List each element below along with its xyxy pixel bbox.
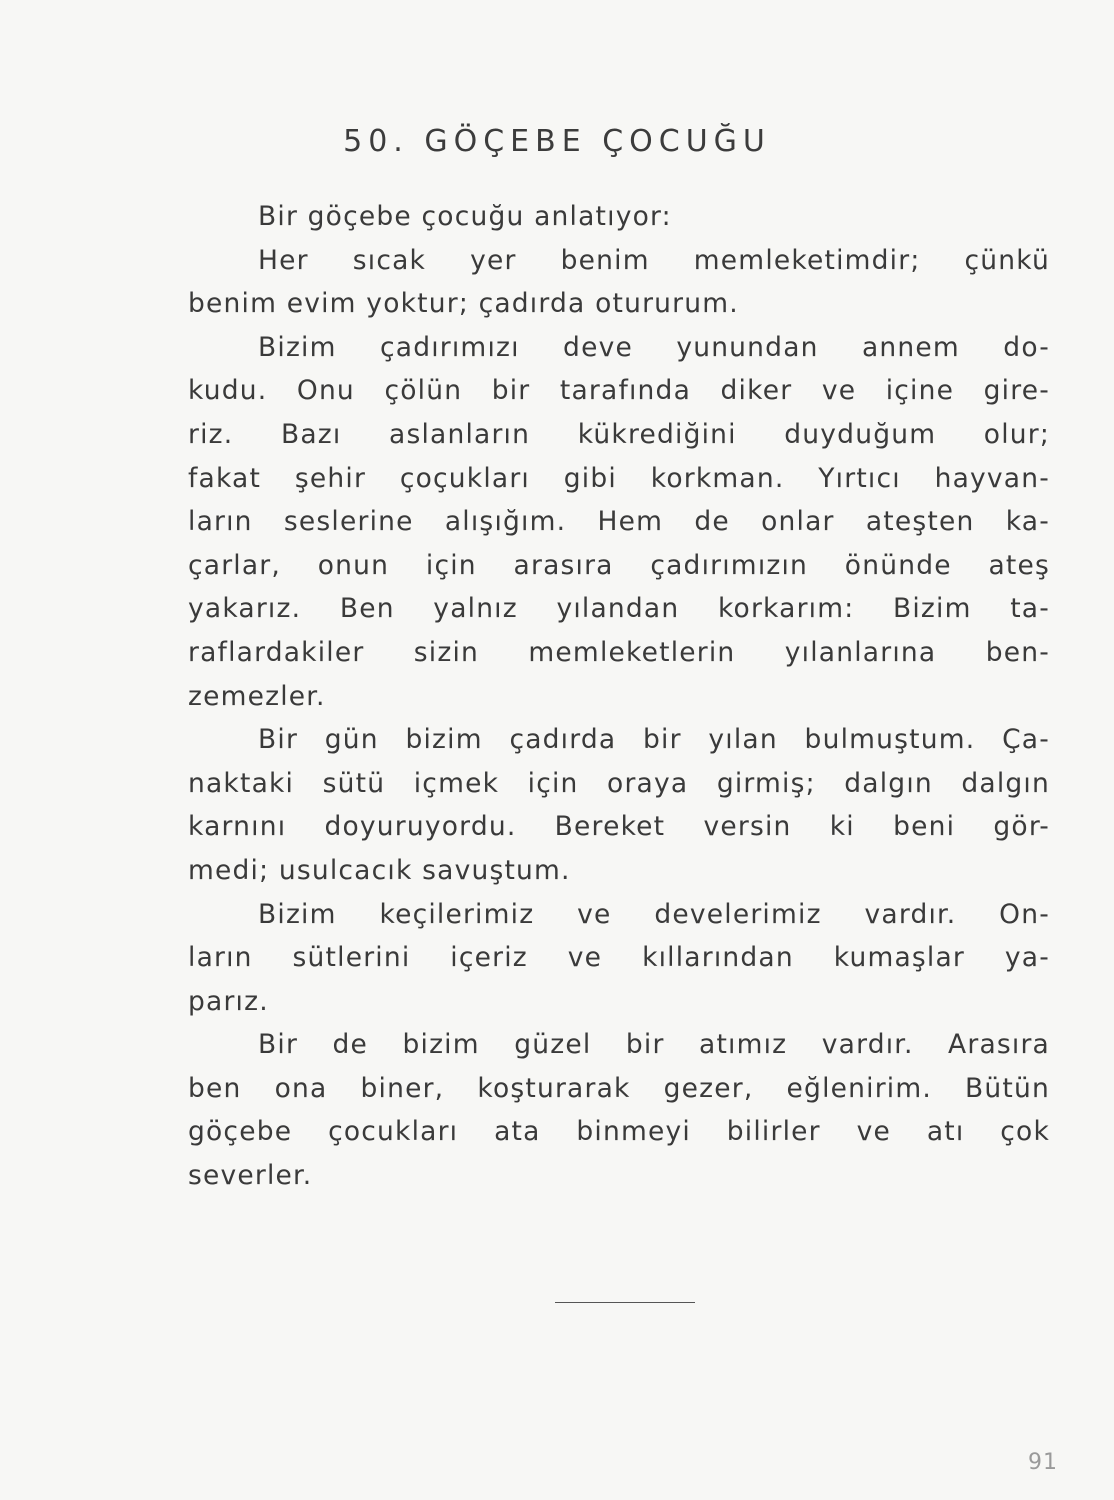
page-number: 91 <box>1028 1450 1058 1475</box>
text-line: medi; usulcacık savuştum. <box>188 854 571 886</box>
text-line: göçebe çocukları ata binmeyi bilirler ve atı çok <box>188 1116 1050 1148</box>
text-line: benim evim yoktur; çadırda otururum. <box>188 288 739 320</box>
text-line: ben ona biner, koşturarak gezer, eğlenirim. Bütün <box>188 1072 1050 1104</box>
text-line: çarlar, onun için arasıra çadırımızın önünde ateş <box>188 549 1050 581</box>
text-line: raflardakiler sizin memleketlerin yılanlarına ben- <box>188 636 1050 668</box>
text-line: Bir de bizim güzel bir atımız vardır. Arasıra <box>258 1029 1050 1061</box>
text-line: severler. <box>188 1160 313 1192</box>
text-line: fakat şehir çoçukları gibi korkman. Yırtıcı hayvan- <box>188 462 1050 494</box>
end-separator-rule <box>555 1302 695 1303</box>
text-line: ların sütlerini içeriz ve kıllarından kumaşlar ya- <box>188 942 1050 974</box>
story-text <box>188 195 1050 1198</box>
text-line: Her sıcak yer benim memleketimdir; çünkü <box>258 244 1050 276</box>
text-line: karnını doyuruyordu. Bereket versin ki beni gör- <box>188 811 1050 843</box>
text-line: ların seslerine alışığım. Hem de onlar ateşten ka- <box>188 506 1050 538</box>
text-line: yakarız. Ben yalnız yılandan korkarım: Bizim ta- <box>188 593 1050 625</box>
text-line: Bir gün bizim çadırda bir yılan bulmuştum. Ça- <box>258 724 1050 756</box>
text-line: kudu. Onu çölün bir tarafında diker ve içine gire- <box>188 375 1050 407</box>
chapter-title: 50. GÖÇEBE ÇOCUĞU <box>343 124 771 159</box>
text-line: Bizim keçilerimiz ve develerimiz vardır. On- <box>258 898 1050 930</box>
text-line: parız. <box>188 985 269 1017</box>
text-line: Bir göçebe çocuğu anlatıyor: <box>258 201 672 232</box>
text-line: zemezler. <box>188 680 326 712</box>
text-line: naktaki sütü içmek için oraya girmiş; dalgın dalgın <box>188 767 1050 799</box>
text-line: Bizim çadırımızı deve yunundan annem do- <box>258 331 1050 363</box>
text-line: riz. Bazı aslanların kükrediğini duyduğum olur; <box>188 418 1050 450</box>
